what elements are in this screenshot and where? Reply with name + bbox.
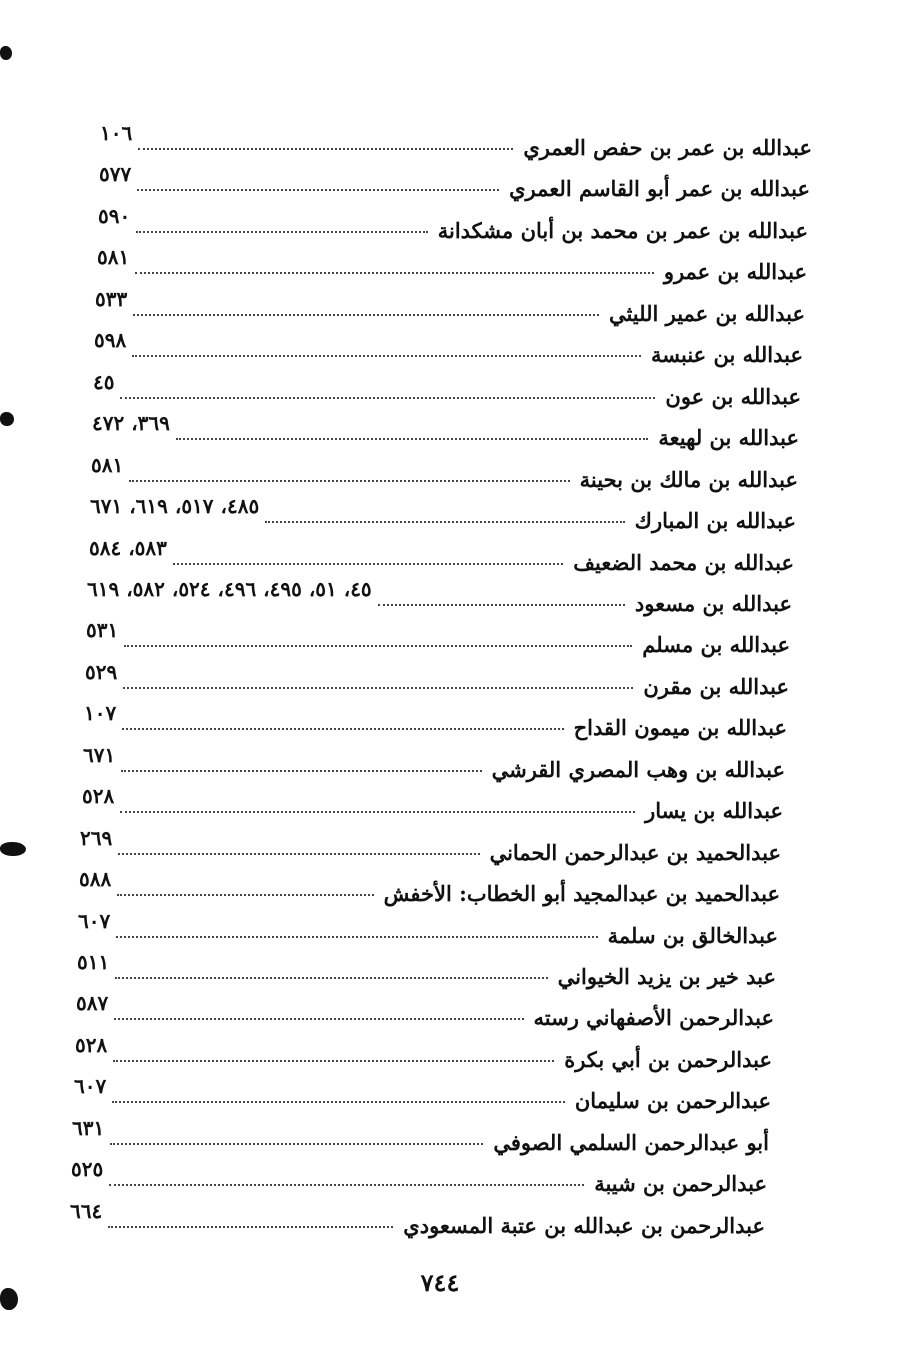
dot-leader: [112, 1081, 565, 1103]
entry-page-numbers: ٥٢٨: [82, 784, 115, 809]
entry-page-numbers: ٥٢٨: [75, 1032, 108, 1057]
index-entry: [74, 1074, 771, 1117]
index-entry: [84, 701, 787, 744]
entry-name: عبدالله بن محمد الضعيف: [573, 549, 794, 575]
entry-page-numbers: ٦٠٧: [78, 908, 111, 933]
entry-page-numbers: ٥٨٧: [76, 991, 109, 1016]
entry-name: عبدالله بن مسلم: [642, 632, 790, 658]
dot-leader: [136, 211, 427, 233]
index-entry: [86, 618, 790, 661]
entry-name: عبد خير بن يزيد الخيواني: [557, 964, 776, 989]
entry-name: عبدالله بن لهيعة: [658, 425, 799, 451]
index-entry: [85, 659, 789, 703]
entry-page-numbers: ٤٥: [93, 369, 115, 394]
dot-leader: [114, 998, 523, 1020]
dot-leader: [116, 916, 597, 938]
entry-page-numbers: ٥٧٧: [99, 162, 132, 187]
entry-page-numbers: ٤٨٥، ٥١٧، ٦١٩، ٦٧١: [90, 494, 260, 519]
index-entry: [76, 991, 774, 1034]
entry-page-numbers: ١٠٧: [84, 701, 117, 726]
dot-leader: [378, 584, 625, 606]
entry-page-numbers: ٥٨٨: [79, 867, 112, 892]
dot-leader: [121, 750, 481, 772]
dot-leader: [120, 791, 635, 813]
dot-leader: [120, 377, 655, 399]
index-entry: [78, 908, 778, 952]
dot-leader: [176, 418, 649, 440]
entry-page-numbers: ٥٨٣، ٥٨٤: [89, 535, 167, 560]
dot-leader: [108, 1206, 393, 1228]
index-entry: [75, 1032, 772, 1076]
entry-page-numbers: ٦٧١: [83, 742, 116, 767]
entry-page-numbers: ٥٢٥: [71, 1157, 104, 1182]
entry-name: عبدالرحمن الأصفهاني رسته: [533, 1005, 774, 1031]
entry-name: عبدالله بن وهب المصري القرشي: [491, 756, 785, 782]
entry-page-numbers: ٥٩٠: [98, 203, 131, 228]
entry-name: عبدالله بن يسار: [645, 798, 783, 824]
dot-leader: [117, 874, 373, 896]
entry-name: عبدالله بن مسعود: [634, 590, 792, 616]
index-entry: [95, 286, 805, 330]
index-entry: [82, 784, 783, 827]
entry-page-numbers: ٤٥، ٥١، ٤٩٥، ٤٩٦، ٥٢٤، ٥٨٢، ٦١٩: [87, 576, 372, 601]
index-entry: [87, 576, 792, 620]
entry-page-numbers: ٦٠٧: [74, 1074, 107, 1099]
index-entry: [90, 494, 796, 537]
dot-leader: [132, 335, 641, 357]
index-entry: [89, 535, 794, 579]
entry-page-numbers: ١٠٦: [100, 121, 133, 145]
index-entry: [91, 452, 798, 496]
index-entry: [83, 742, 785, 786]
entry-page-numbers: ٥٨١: [97, 245, 130, 270]
entry-name: عبدالله بن عمر بن حفص العمري: [523, 135, 812, 160]
dot-leader: [265, 501, 624, 523]
index-entry: [100, 121, 812, 164]
dot-leader: [118, 833, 479, 855]
dot-leader: [109, 1164, 584, 1186]
dot-leader: [129, 460, 569, 482]
dot-leader: [138, 128, 513, 150]
entry-name: عبدالله بن عنبسة: [651, 342, 803, 368]
index-entry: [99, 162, 810, 205]
entry-name: عبدالله بن مقرن: [643, 673, 789, 699]
dot-leader: [124, 625, 632, 647]
entry-page-numbers: ٥٨١: [91, 452, 124, 477]
entry-name: عبدالله بن عمر بن محمد بن أبان مشكدانة: [437, 217, 808, 243]
index-entry: [80, 825, 781, 869]
entry-page-numbers: ٦٣١: [72, 1115, 105, 1140]
index-entry: [93, 369, 801, 413]
dot-leader: [135, 252, 654, 274]
dot-leader: [137, 169, 499, 191]
dot-leader: [122, 708, 563, 730]
entry-page-numbers: ٥٩٨: [94, 328, 127, 353]
entry-page-numbers: ٥٣٣: [95, 286, 128, 311]
entry-name: عبدالخالق بن سلمة: [607, 922, 778, 948]
index-entry: [97, 245, 807, 288]
entry-name: عبدالله بن عون: [665, 383, 801, 409]
dot-leader: [115, 957, 547, 979]
entry-name: أبو عبدالرحمن السلمي الصوفي: [493, 1129, 769, 1155]
dot-leader: [133, 294, 599, 316]
entry-page-numbers: ٣٦٩، ٤٧٢: [92, 411, 170, 436]
entry-name: عبدالله بن ميمون القداح: [573, 715, 787, 741]
dot-leader: [110, 1123, 483, 1145]
index-entry: [77, 950, 776, 993]
entry-name: عبدالله بن المبارك: [634, 508, 796, 534]
entry-name: عبدالحميد بن عبدالرحمن الحماني: [489, 839, 781, 865]
dot-leader: [113, 1040, 554, 1062]
index-entry: [94, 328, 803, 371]
entry-name: عبدالله بن عمير الليثي: [608, 300, 805, 326]
index-entry: [70, 1198, 765, 1242]
index-entry: [79, 867, 780, 910]
entry-page-numbers: ٥١١: [77, 950, 110, 974]
dot-leader: [173, 543, 563, 565]
entry-page-numbers: ٥٢٩: [85, 659, 118, 684]
entry-name: عبدالرحمن بن أبي بكرة: [564, 1046, 772, 1072]
entry-name: عبدالرحمن بن عبدالله بن عتبة المسعودي: [403, 1212, 765, 1238]
entry-name: عبدالرحمن بن سليمان: [574, 1088, 771, 1114]
entry-name: عبدالله بن عمر أبو القاسم العمري: [509, 176, 810, 202]
dot-leader: [123, 667, 633, 689]
index-entry: [71, 1157, 767, 1200]
entry-name: عبدالحميد بن عبدالمجيد أبو الخطاب: الأخفش: [383, 881, 780, 907]
entry-page-numbers: ٢٦٩: [80, 825, 113, 850]
page-number: ٧٤٤: [420, 1268, 460, 1297]
entry-name: عبدالله بن مالك بن بحينة: [579, 466, 798, 492]
index-entry: [98, 203, 808, 247]
index-entry: [92, 411, 799, 454]
entry-page-numbers: ٦٦٤: [70, 1198, 103, 1223]
entry-name: عبدالله بن عمرو: [663, 259, 807, 285]
entry-name: عبدالرحمن بن شيبة: [594, 1171, 767, 1197]
entry-page-numbers: ٥٣١: [86, 618, 119, 643]
index-entry: [72, 1115, 769, 1159]
